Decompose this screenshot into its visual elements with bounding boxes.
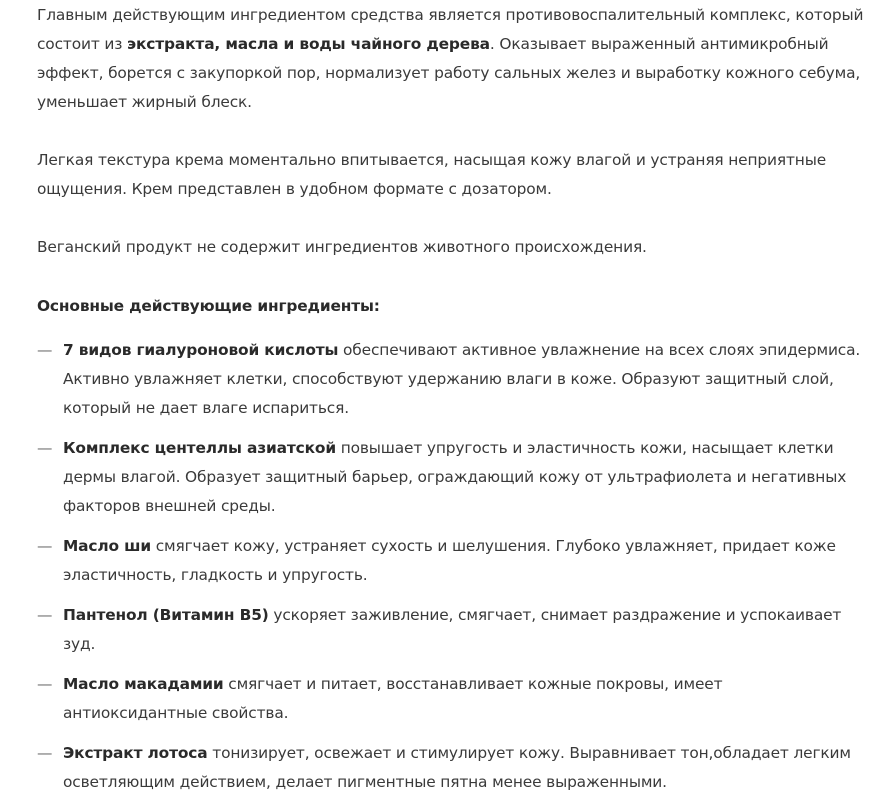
ingredients-list	[37, 336, 867, 808]
dash-bullet: —	[37, 439, 53, 457]
ingredient-name: Пантенол (Витамин B5)	[63, 606, 269, 624]
ingredient-name: Комплекс центеллы азиатской	[63, 439, 336, 457]
ingredient-description: смягчает и питает, восстанавливает кожные покровы, имеет антиоксидантные свойства.	[63, 675, 723, 722]
dash-bullet: —	[37, 675, 53, 693]
dash-bullet: —	[37, 744, 53, 762]
paragraph-text: Главным действующим ингредиентом средства является противовоспалительный комплекс, который состоит из	[37, 6, 864, 53]
ingredient-description: повышает упругость и эластичность кожи, насыщает клетки дермы влагой. Образует защитный барьер, ограждающий кожу от ультрафиолета и негативных факторов внешней среды.	[63, 439, 847, 515]
ingredient-description: ускоряет заживление, смягчает, снимает раздражение и успокаивает зуд.	[63, 606, 842, 653]
ingredients-heading: Основные действующие ингредиенты:	[37, 297, 380, 315]
ingredient-item	[37, 670, 863, 728]
ingredient-description: тонизирует, освежает и стимулирует кожу. Выравнивает тон,обладает легким осветляющим действием, делает пигментные пятна менее выраженными.	[63, 744, 851, 791]
texture-paragraph: Легкая текстура крема моментально впитывается, насыщая кожу влагой и устраняя неприятные ощущения. Крем представлен в удобном формате с дозатором.	[37, 151, 827, 198]
ingredient-item	[37, 532, 863, 590]
key-ingredient-highlight: экстракта, масла и воды чайного дерева	[127, 35, 490, 53]
dash-bullet: —	[37, 537, 53, 555]
vegan-paragraph: Веганский продукт не содержит ингредиентов животного происхождения.	[37, 238, 647, 256]
ingredient-item	[37, 434, 863, 521]
ingredient-item	[37, 601, 863, 659]
dash-bullet: —	[37, 341, 53, 359]
ingredient-name: Масло макадамии	[63, 675, 224, 693]
ingredient-item	[37, 739, 863, 797]
ingredient-description: смягчает кожу, устраняет сухость и шелушения. Глубоко увлажняет, придает коже эластичность, гладкость и упругость.	[63, 537, 836, 584]
dash-bullet: —	[37, 606, 53, 624]
ingredient-name: Масло ши	[63, 537, 151, 555]
ingredient-item	[37, 336, 863, 423]
ingredient-name: 7 видов гиалуроновой кислоты	[63, 341, 339, 359]
ingredient-name: Экстракт лотоса	[63, 744, 208, 762]
ingredient-description: обеспечивают активное увлажнение на всех слоях эпидермиса. Активно увлажняет клетки, способствуют удержанию влаги в коже. Образуют защитный слой, который не дает влаге испариться.	[63, 341, 861, 417]
description-paragraph	[37, 1, 867, 117]
paragraph-text: . Оказывает выраженный антимикробный эффект, борется с закупоркой пор, нормализует работу сальных желез и выработку кожного себума, уменьшает жирный блеск.	[37, 35, 861, 111]
